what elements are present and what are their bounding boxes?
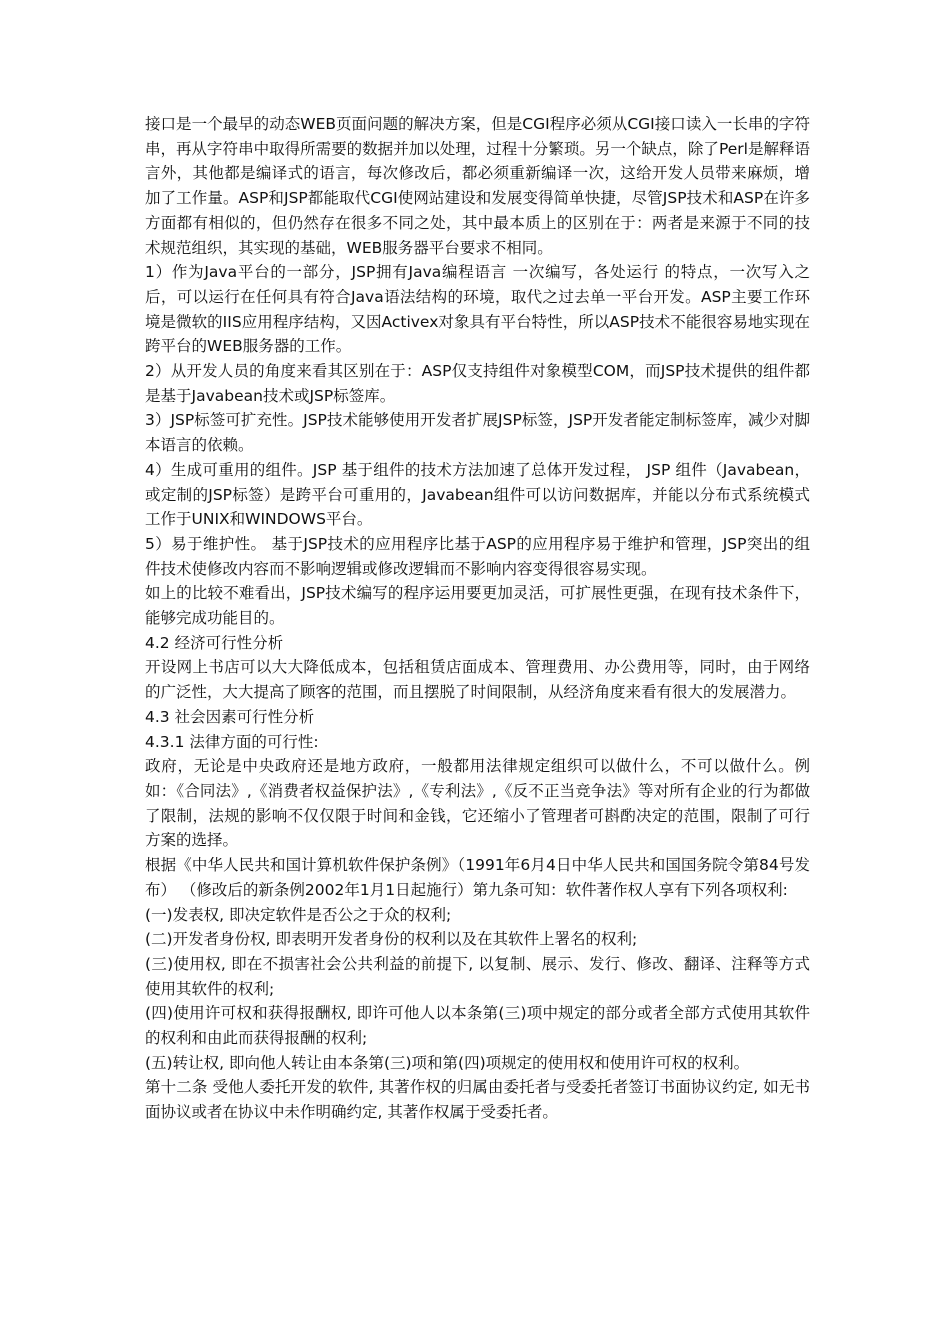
paragraph-point-4: 4）生成可重用的组件。JSP 基于组件的技术方法加速了总体开发过程， JSP 组件（Javabean，或定制的JSP标签）是跨平台可重用的，Javabean组件可以访问数据库，并能以分布式系统模式工作于UNIX和WINDOWS平台。 bbox=[145, 460, 810, 529]
paragraph-cgi-intro: 接口是一个最早的动态WEB页面问题的解决方案，但是CGI程序必须从CGI接口读入一长串的字符串，再从字符串中取得所需要的数据并加以处理，过程十分繁琐。另一个缺点，除了Perl是解释语言外，其他都是编译式的语言，每次修改后，都必须重新编译一次，这给开发人员带来麻烦，增加了工作量。ASP和JSP都能取代CGI使网站建设和发展变得简单快捷，尽管JSP技术和ASP在许多方面都有相似的，但仍然存在很多不同之处，其中最本质上的区别在于：两者是来源于不同的技术规范组织，其实现的基础，WEB服务器平台要求不相同。 bbox=[145, 115, 810, 257]
paragraph-economic: 开设网上书店可以大大降低成本，包括租赁店面成本、管理费用、办公费用等，同时，由于网络的广泛性，大大提高了顾客的范围，而且摆脱了时间限制，从经济角度来看有很大的发展潜力。 bbox=[145, 658, 810, 702]
list-item-right-5: (五)转让权, 即向他人转让由本条第(三)项和第(四)项规定的使用权和使用许可权的权利。 bbox=[145, 1053, 750, 1072]
document-body bbox=[145, 112, 810, 1125]
paragraph-point-5: 5）易于维护性。 基于JSP技术的应用程序比基于ASP的应用程序易于维护和管理，JSP突出的组件技术使修改内容而不影响逻辑或修改逻辑而不影响内容变得很容易实现。 bbox=[145, 534, 810, 578]
list-item-right-4: (四)使用许可权和获得报酬权, 即许可他人以本条第(三)项中规定的部分或者全部方式使用其软件的权利和由此而获得报酬的权利; bbox=[145, 1004, 810, 1048]
section-heading-4-2: 4.2 经济可行性分析 bbox=[145, 633, 284, 652]
paragraph-software-regulation: 根据《中华人民共和国计算机软件保护条例》（1991年6月4日中华人民共和国国务院令第84号发布） （修改后的新条例2002年1月1日起施行）第九条可知：软件著作权人享有下列各项权利: bbox=[145, 856, 810, 899]
list-item-right-3: (三)使用权, 即在不损害社会公共利益的前提下, 以复制、展示、发行、修改、翻译、注释等方式使用其软件的权利; bbox=[145, 954, 810, 998]
paragraph-government-law: 政府，无论是中央政府还是地方政府，一般都用法律规定组织可以做什么，不可以做什么。例如：《合同法》,《消费者权益保护法》,《专利法》,《反不正当竞争法》等对所有企业的行为都做了限制，法规的影响不仅仅限于时间和金钱，它还缩小了管理者可斟酌决定的范围，限制了可行方案的选择。 bbox=[145, 757, 810, 850]
paragraph-point-2: 2）从开发人员的角度来看其区别在于：ASP仅支持组件对象模型COM，而JSP技术提供的组件都是基于Javabean技术或JSP标签库。 bbox=[145, 362, 810, 405]
list-item-right-2: (二)开发者身份权, 即表明开发者身份的权利以及在其软件上署名的权利; bbox=[145, 930, 638, 949]
paragraph-point-1: 1）作为Java平台的一部分，JSP拥有Java编程语言 一次编写，各处运行 的特点，一次写入之后，可以运行在任何具有符合Java语法结构的环境，取代之过去单一平台开发。ASP主要工作环境是微软的IIS应用程序结构，又因Activex对象具有平台特性，所以ASP技术不能很容易地实现在跨平台的WEB服务器的工作。 bbox=[145, 263, 810, 356]
paragraph-article-12: 第十二条 受他人委托开发的软件, 其著作权的归属由委托者与受委托者签订书面协议约定, 如无书面协议或者在协议中未作明确约定, 其著作权属于受委托者。 bbox=[145, 1078, 810, 1122]
section-heading-4-3: 4.3 社会因素可行性分析 bbox=[145, 707, 315, 726]
paragraph-comparison-summary: 如上的比较不难看出，JSP技术编写的程序运用要更加灵活，可扩展性更强，在现有技术条件下，能够完成功能目的。 bbox=[145, 584, 810, 628]
paragraph-point-3: 3）JSP标签可扩充性。JSP技术能够使用开发者扩展JSP标签，JSP开发者能定制标签库，减少对脚本语言的依赖。 bbox=[145, 411, 810, 455]
list-item-right-1: (一)发表权, 即决定软件是否公之于众的权利; bbox=[145, 905, 452, 924]
section-heading-4-3-1: 4.3.1 法律方面的可行性: bbox=[145, 732, 319, 751]
